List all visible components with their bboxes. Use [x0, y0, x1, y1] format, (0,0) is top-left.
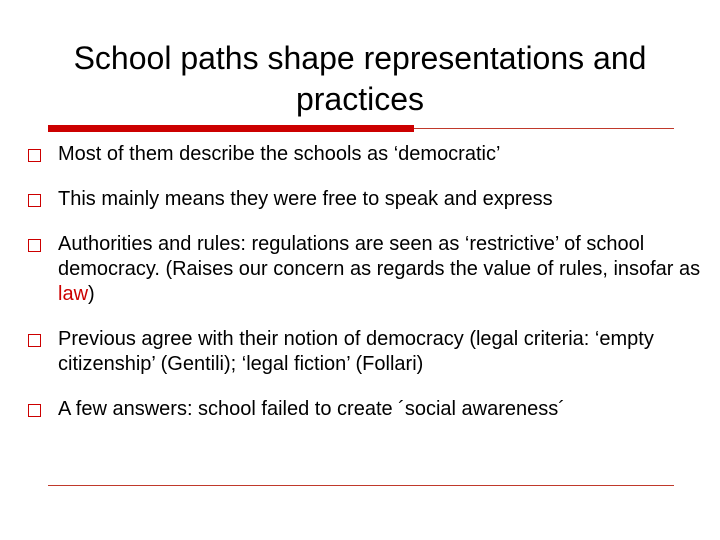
bullet-item: [22, 232, 712, 307]
bullet-text: [58, 232, 712, 307]
bullet-text: This mainly means they were free to speak and express: [58, 188, 553, 210]
bullet-text: Most of them describe the schools as ‘democratic’: [58, 143, 501, 165]
footer-rule: [48, 485, 674, 486]
bullet-item: [22, 142, 712, 167]
hollow-square-icon: [28, 149, 41, 162]
hollow-square-icon: [28, 239, 41, 252]
bullet-item: [22, 397, 712, 422]
hollow-square-icon: [28, 334, 41, 347]
bullet-text: Previous agree with their notion of democracy (legal criteria: ‘empty citizenship’ (Gentili); ‘legal fiction’ (Follari): [58, 328, 654, 375]
bullet-text-after: ): [88, 283, 95, 305]
bullet-item: [22, 327, 712, 377]
bullet-list: [22, 142, 712, 422]
bullet-text: A few answers: school failed to create ´social awareness´: [58, 398, 565, 420]
bullet-item: [22, 187, 712, 212]
title-underline-accent: [48, 125, 414, 132]
slide-title: School paths shape representations and practices: [73, 40, 647, 117]
hollow-square-icon: [28, 404, 41, 417]
highlighted-word: law: [58, 283, 89, 305]
bullet-text-before: Authorities and rules: regulations are seen as ‘restrictive’ of school democracy. (Raises our concern as regards the value of rules, insofar as: [58, 233, 701, 280]
hollow-square-icon: [28, 194, 41, 207]
